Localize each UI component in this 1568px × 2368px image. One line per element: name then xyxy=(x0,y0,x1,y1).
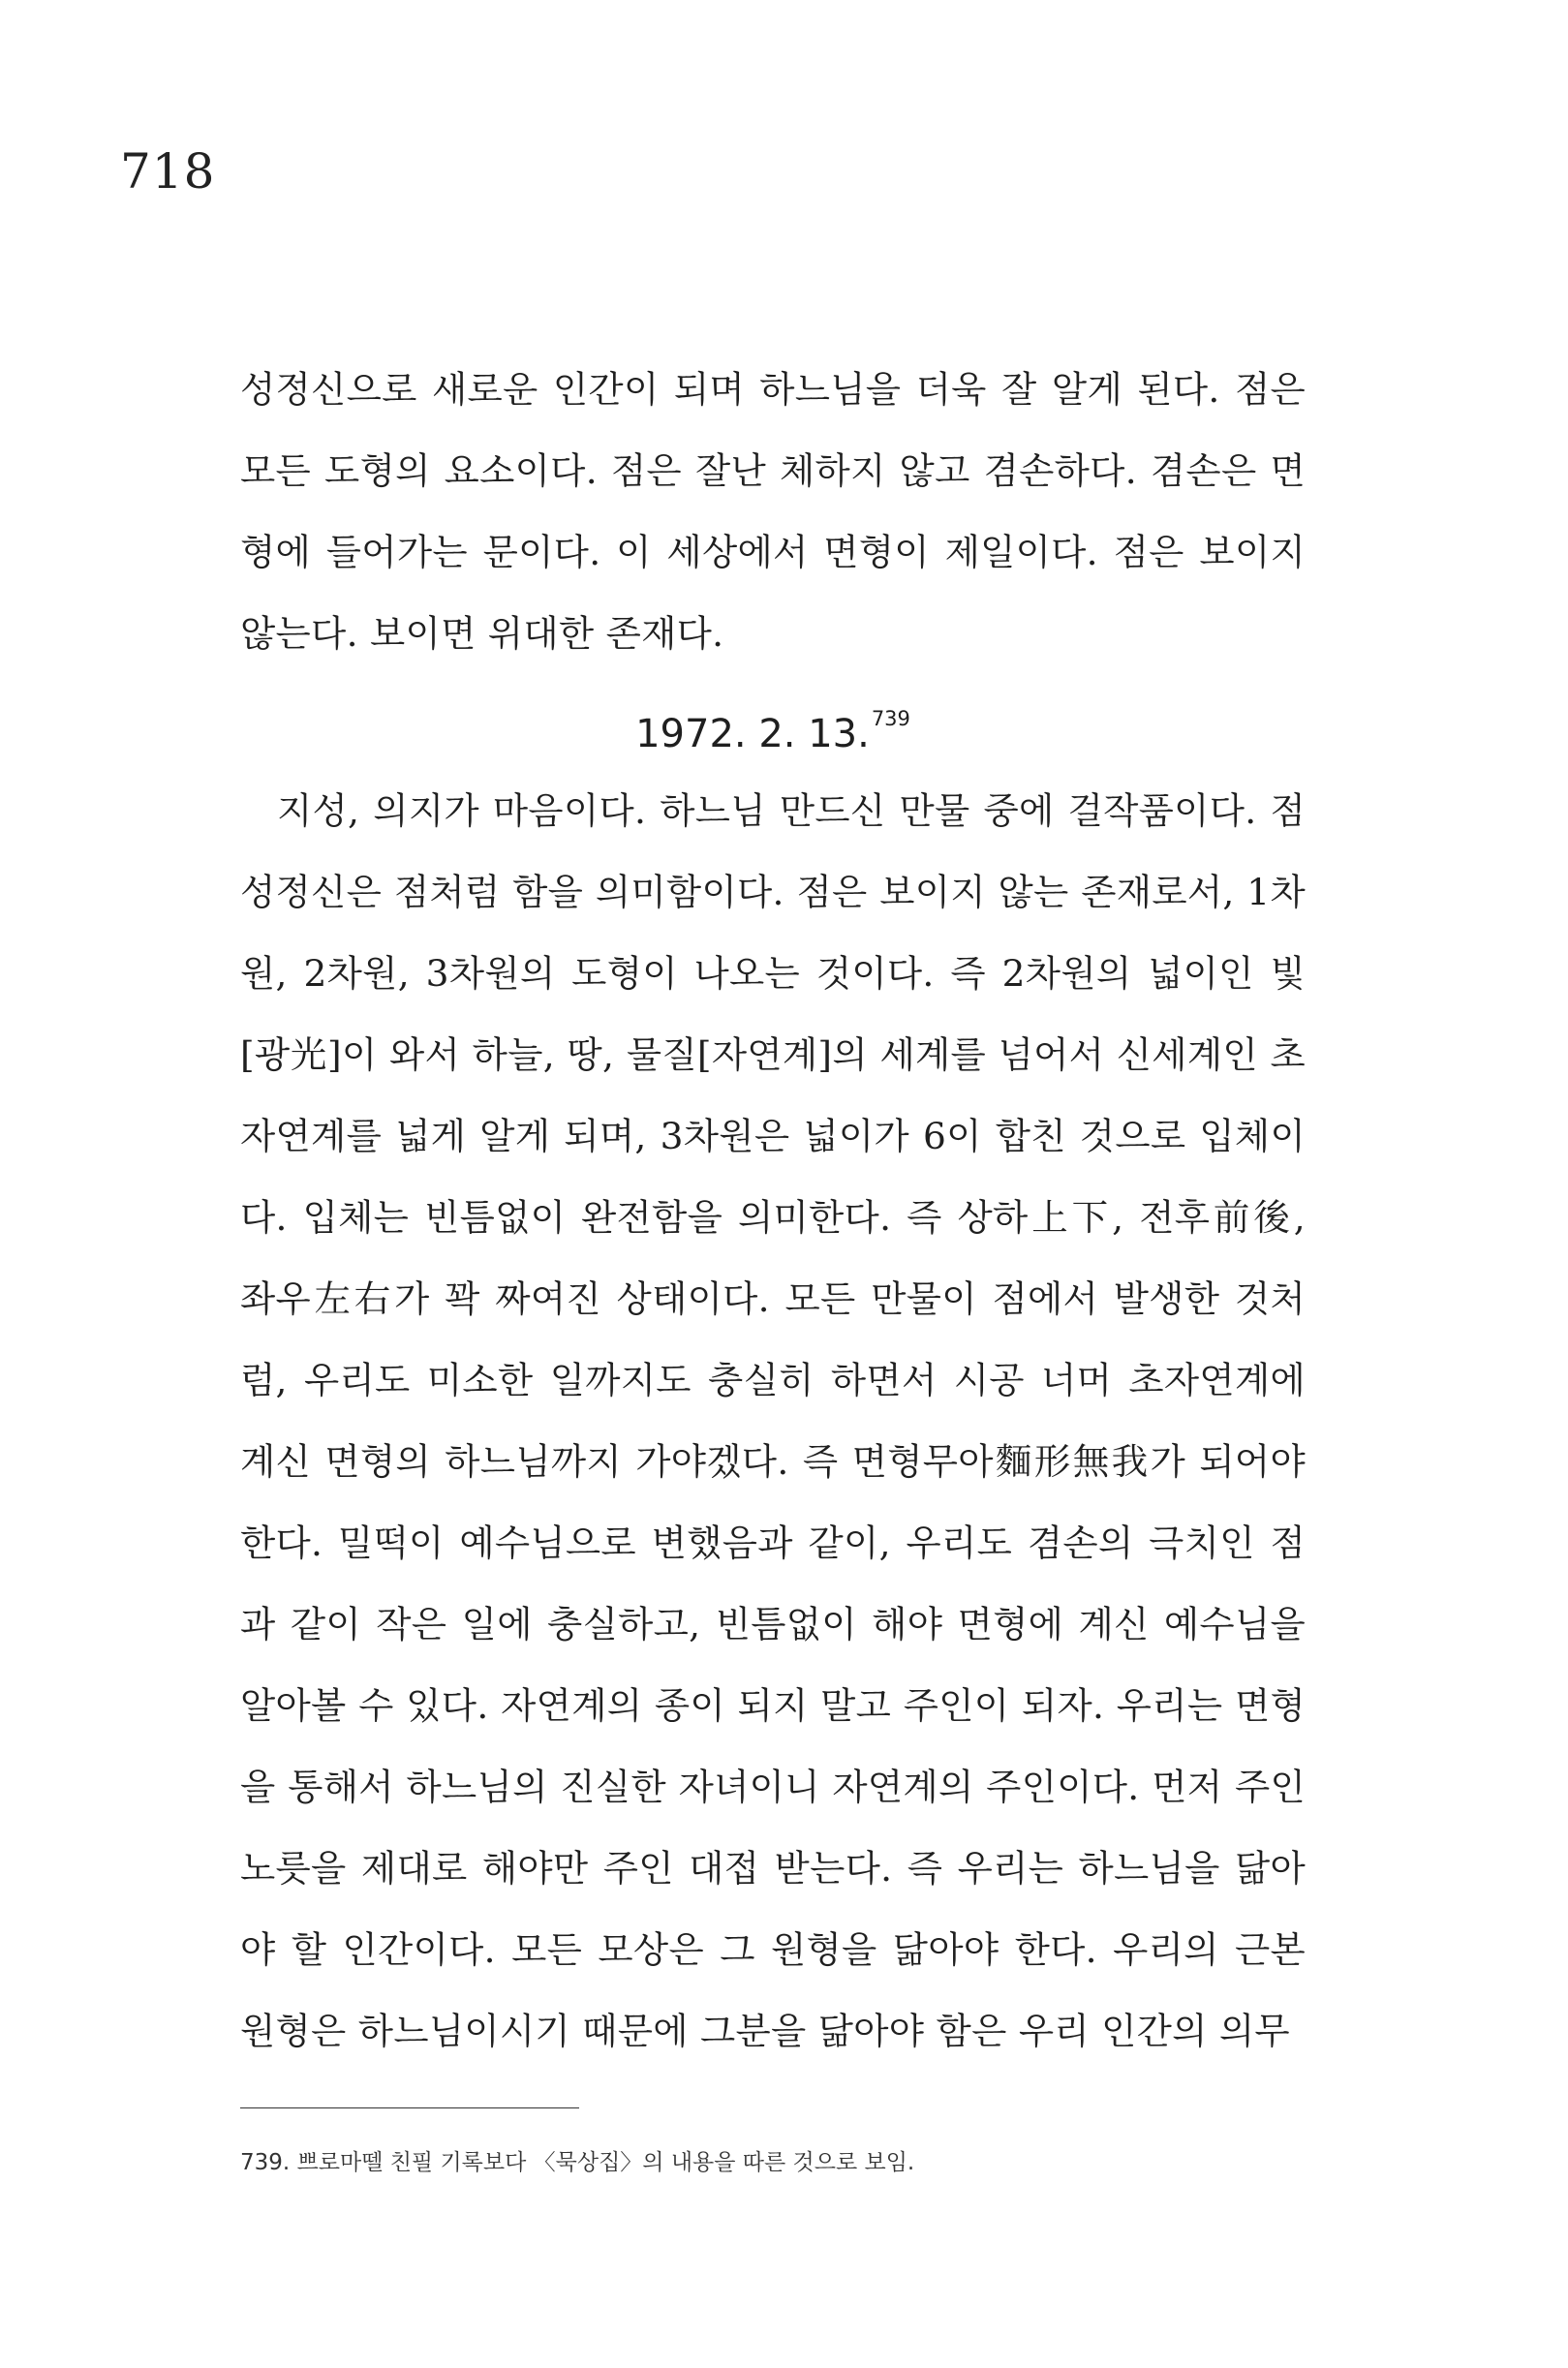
body-paragraph-continued: 성정신으로 새로운 인간이 되며 하느님을 더욱 잘 알게 된다. 점은 모든 도형의 요소이다. 점은 잘난 체하지 않고 겸손하다. 겸손은 면형에 들어가는 문이다. 이 세상에서 면형이 제일이다. 점은 보이지 않는다. 보이면 위대한 존재다. xyxy=(240,368,1306,655)
heading-date-text: 1972. 2. 13. xyxy=(635,712,870,756)
footnote-divider xyxy=(240,2107,579,2108)
section-heading-date xyxy=(240,707,1306,756)
page-number: 718 xyxy=(120,143,216,200)
body-paragraph: 지성, 의지가 마음이다. 하느님 만드신 만물 중에 걸작품이다. 점성정신은 점처럼 함을 의미함이다. 점은 보이지 않는 존재로서, 1차원, 2차원, 3차원의 도형이 나오는 것이다. 즉 2차원의 넓이인 빛[광光]이 와서 하늘, 땅, 물질[자연계]의 세계를 넘어서 신세계인 초자연계를 넓게 알게 되며, 3차원은 넓이가 6이 합친 것으로 입체이다. 입체는 빈틈없이 완전함을 의미한다. 즉 상하上下, 전후前後, 좌우左右가 꽉 짜여진 상태이다. 모든 만물이 점에서 발생한 것처럼, 우리도 미소한 일까지도 충실히 하면서 시공 너머 초자연계에 계신 면형의 하느님까지 가야겠다. 즉 면형무아麵形無我가 되어야 한다. 밀떡이 예수님으로 변했음과 같이, 우리도 겸손의 극치인 점과 같이 작은 일에 충실하고, 빈틈없이 해야 면형에 계신 예수님을 알아볼 수 있다. 자연계의 종이 되지 말고 주인이 되자. 우리는 면형을 통해서 하느님의 진실한 자녀이니 자연계의 주인이다. 먼저 주인 노릇을 제대로 해야만 주인 대접 받는다. 즉 우리는 하느님을 닮아야 할 인간이다. 모든 모상은 그 원형을 닮아야 한다. 우리의 근본 원형은 하느님이시기 때문에 그분을 닮아야 함은 우리 인간의 의무 xyxy=(240,789,1306,2052)
footnote-reference: 739 xyxy=(871,707,910,730)
footnote-text: 739. 쁘로마뗄 친필 기록보다 〈묵상집〉의 내용을 따른 것으로 보임. xyxy=(240,2150,915,2175)
